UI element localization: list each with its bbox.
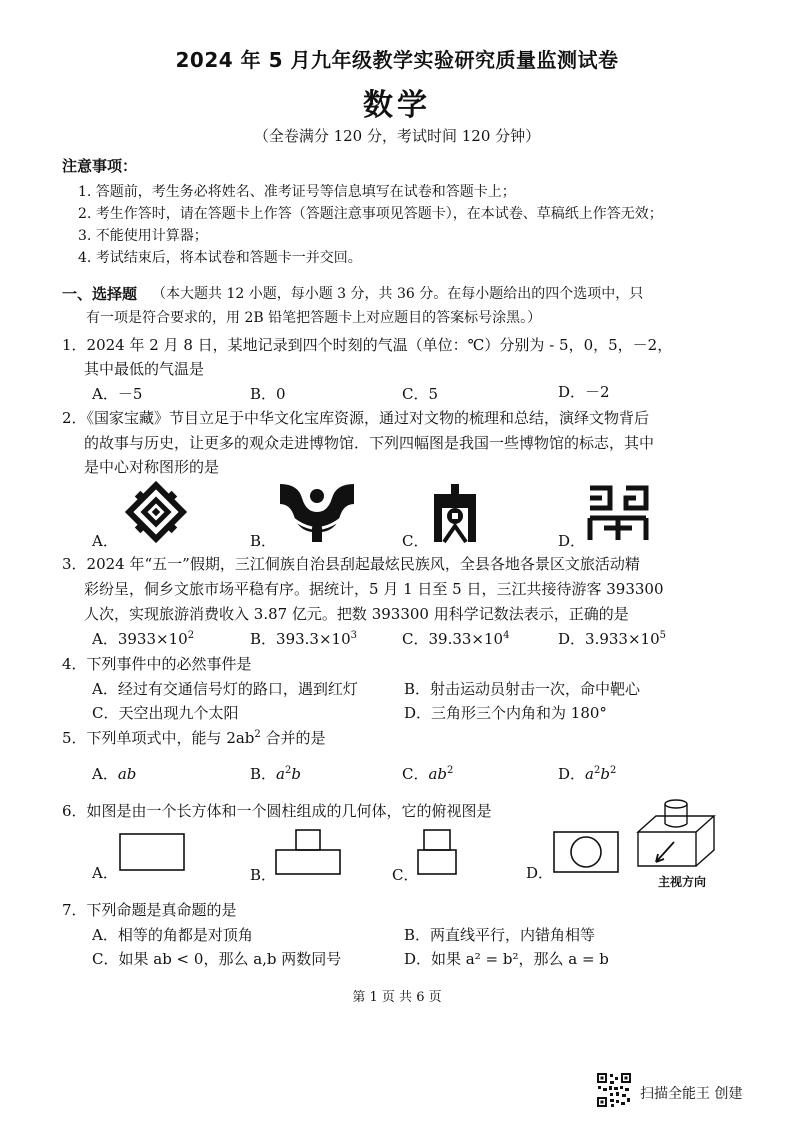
qr-code-icon	[596, 1072, 632, 1108]
q2-stem-3: 是中心对称图形的是	[84, 458, 220, 476]
q2-option-a[interactable]: A．	[92, 532, 118, 550]
q2-option-b[interactable]: B．	[250, 532, 277, 550]
museum-logo-d-icon	[586, 484, 650, 542]
q4-option-c[interactable]: C．天空出现九个太阳	[92, 704, 239, 722]
q4-stem: 4．下列事件中的必然事件是	[62, 655, 252, 673]
q3-option-b[interactable]: B．$393.3\times 10^3$	[250, 630, 358, 648]
q3-stem-2: 彩纷呈，侗乡文旅市场平稳有序。据统计，5 月 1 日至 5 日，三江共接待游客 393300	[84, 580, 664, 598]
q6-option-d[interactable]: D．	[526, 864, 554, 882]
subject-title: 数学	[363, 88, 431, 123]
q4-option-d[interactable]: D．三角形三个内角和为 180°	[404, 704, 607, 722]
q5-option-b[interactable]: B．$a^2b$	[250, 765, 301, 783]
q4-option-a[interactable]: A．经过有交通信号灯的路口，遇到红灯	[92, 680, 358, 698]
q1-option-c[interactable]: C．5	[402, 385, 439, 403]
page-number: 第 1 页 共 6 页	[352, 990, 442, 1005]
museum-logo-a-icon	[122, 478, 190, 546]
q3-option-a[interactable]: A．$3933\times 10^2$	[92, 630, 195, 648]
q6-option-b-figure-icon	[274, 828, 344, 878]
q5-option-c[interactable]: C．$ab^2$	[402, 765, 454, 783]
q2-stem-2: 的故事与历史，让更多的观众走进博物馆．下列四幅图是我国一些博物馆的标志，其中	[84, 434, 655, 452]
q7-option-b[interactable]: B．两直线平行，内错角相等	[404, 926, 596, 944]
q6-view-direction-caption: 主视方向	[658, 875, 707, 889]
q5-stem: 5．下列单项式中，能与 $2ab^2$ 合并的是	[62, 729, 326, 747]
notice-item-4: 4. 考试结束后，将本试卷和答题卡一并交回。	[78, 250, 362, 266]
q1-option-d[interactable]: D．－2	[558, 383, 610, 401]
q3-option-d[interactable]: D．$3.933\times 10^5$	[558, 630, 667, 648]
q6-stem: 6．如图是由一个长方体和一个圆柱组成的几何体，它的俯视图是	[62, 802, 492, 820]
q2-option-d[interactable]: D．	[558, 532, 586, 550]
q3-option-c[interactable]: C．$39.33\times 10^4$	[402, 630, 510, 648]
section-desc-1: （本大题共 12 小题，每小题 3 分，共 36 分。在每小题给出的四个选项中，只	[152, 286, 644, 302]
q7-option-c[interactable]: C．如果 ab < 0，那么 a,b 两数同号	[92, 950, 342, 968]
notice-item-2: 2. 考生作答时，请在答题卡上作答（答题注意事项见答题卡），在本试卷、草稿纸上作答无效；	[78, 206, 663, 222]
q1-option-b[interactable]: B．0	[250, 385, 286, 403]
q1-option-a[interactable]: A．－5	[92, 385, 143, 403]
exam-title: 2024 年 5 月九年级教学实验研究质量监测试卷	[175, 48, 619, 72]
q7-option-a[interactable]: A．相等的角都是对顶角	[92, 926, 253, 944]
museum-logo-c-icon	[430, 482, 480, 544]
q7-stem: 7．下列命题是真命题的是	[62, 901, 237, 919]
q5-option-a[interactable]: A．ab	[92, 765, 137, 783]
section-label: 一、选择题	[62, 285, 138, 303]
notice-heading: 注意事项：	[62, 157, 138, 175]
q2-stem-1: 2．《国家宝藏》节目立足于中华文化宝库资源，通过对文物的梳理和总结，演绎文物背后	[62, 409, 650, 427]
q2-option-c[interactable]: C．	[402, 532, 429, 550]
q6-option-a[interactable]: A．	[92, 864, 118, 882]
scanner-watermark: 扫描全能王 创建	[640, 1086, 743, 1102]
notice-item-1: 1. 答题前，考生务必将姓名、准考证号等信息填写在试卷和答题卡上；	[78, 184, 516, 200]
q6-option-c-figure-icon	[416, 828, 460, 878]
q6-option-a-figure-icon	[118, 832, 188, 874]
q3-stem-1: 3．2024 年“五一”假期，三江侗族自治县刮起最炫民族风，全县各地各景区文旅活动精	[62, 555, 640, 573]
q6-solid-figure-icon	[634, 796, 718, 874]
q6-option-c[interactable]: C．	[392, 866, 419, 884]
notice-item-3: 3. 不能使用计算器；	[78, 228, 208, 244]
section-desc-2: 有一项是符合要求的，用 2B 铅笔把答题卡上对应题目的答案标号涂黑。）	[86, 310, 542, 326]
q4-option-b[interactable]: B．射击运动员射击一次，命中靶心	[404, 680, 641, 698]
q5-option-d[interactable]: D．$a^2b^2$	[558, 765, 617, 783]
q6-option-d-figure-icon	[552, 830, 622, 876]
q7-option-d[interactable]: D．如果 a² = b²，那么 a = b	[404, 950, 609, 968]
q1-stem-2: 其中最低的气温是	[84, 360, 205, 378]
q6-option-b[interactable]: B．	[250, 866, 277, 884]
q1-stem-1: 1．2024 年 2 月 8 日，某地记录到四个时刻的气温（单位：℃）分别为 - 5，0，5，－2，	[62, 336, 673, 354]
q3-stem-3: 人次，实现旅游消费收入 3.87 亿元。把数 393300 用科学记数法表示，正确的是	[84, 605, 629, 623]
exam-note: （全卷满分 120 分，考试时间 120 分钟）	[253, 127, 541, 145]
museum-logo-b-icon	[278, 482, 356, 544]
